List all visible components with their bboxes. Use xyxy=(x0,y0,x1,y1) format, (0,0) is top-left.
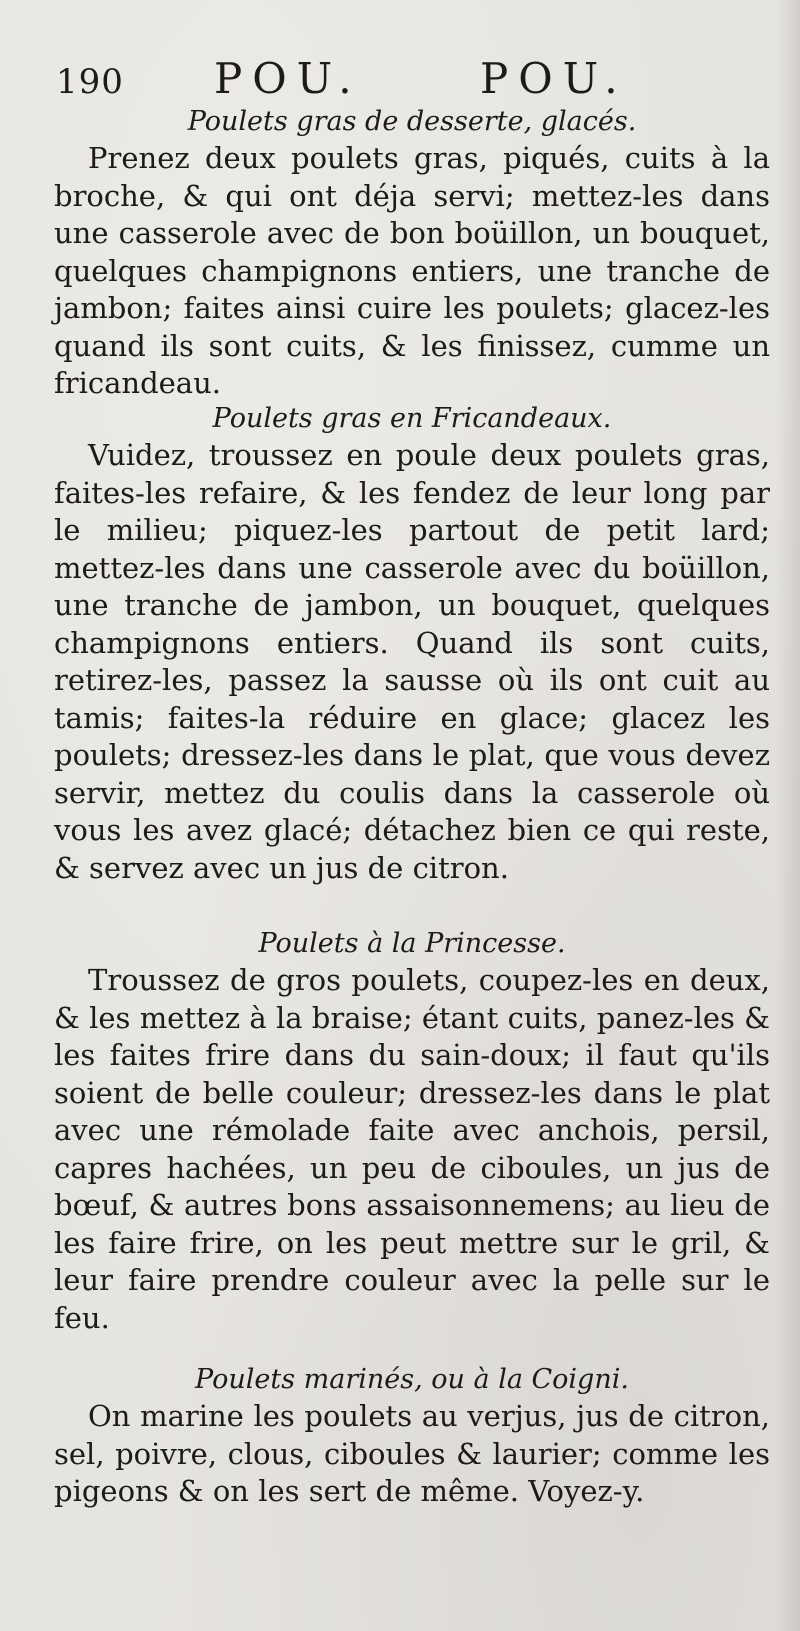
recipe-marines-coigni xyxy=(54,1362,770,1511)
recipe-title: Poulets gras de desserte, glacés. xyxy=(187,106,637,137)
running-head-left: POU. xyxy=(214,54,362,103)
recipe-text: Troussez de gros poulets, coupez-les en deux, & les mettez à la braise; étant cuits, panez-les & les faites frire dans du sain-doux; il faut qu'ils soient de belle couleur; dressez-les dans le plat avec une rémolade faite avec anchois, persil, capres hachées, un peu de ciboules, un jus de bœuf, & autres bons assaisonnemens; au lieu de les faire frire, on les peut mettre sur le gril, & leur faire prendre couleur avec la pelle sur le feu. xyxy=(54,963,770,1335)
recipe-fricandeaux xyxy=(54,401,770,887)
recipe-desserte-glaces xyxy=(54,104,770,403)
recipe-text: Vuidez, troussez en poule deux poulets gras, faites-les refaire, & les fendez de leur long par le milieu; piquez-les partout de petit lard; mettez-les dans une casserole avec du boüillon, une tranche de jambon, un bouquet, quelques champignons entiers. Quand ils sont cuits, retirez-les, passez la sausse où ils ont cuit au tamis; faites-la réduire en glace; glacez les poulets; dressez-les dans le plat, que vous devez servir, mettez du coulis dans la casserole où vous les avez glacé; détachez bien ce qui reste, & servez avec un jus de citron. xyxy=(54,438,770,885)
running-head-right: POU. xyxy=(480,54,628,103)
recipe-text: On marine les poulets au verjus, jus de citron, sel, poivre, clous, ciboules & laurier; comme les pigeons & on les sert de même. Voyez-y. xyxy=(54,1399,770,1508)
recipe-title: Poulets gras en Fricandeaux. xyxy=(212,403,612,434)
page-edge-shadow xyxy=(776,0,800,1631)
recipe-princesse xyxy=(54,926,770,1337)
page-header xyxy=(56,40,756,110)
recipe-title: Poulets à la Princesse. xyxy=(258,928,566,959)
recipe-text: Prenez deux poulets gras, piqués, cuits à la broche, & qui ont déja servi; mettez-les dans une casserole avec de bon boüillon, un bouquet, quelques champignons entiers, une tranche de jambon; faites ainsi cuire les poulets; glacez-les quand ils sont cuits, & les finissez, cumme un fricandeau. xyxy=(54,141,770,400)
recipe-title: Poulets marinés, ou à la Coigni. xyxy=(195,1364,629,1395)
page-number: 190 xyxy=(56,62,124,102)
